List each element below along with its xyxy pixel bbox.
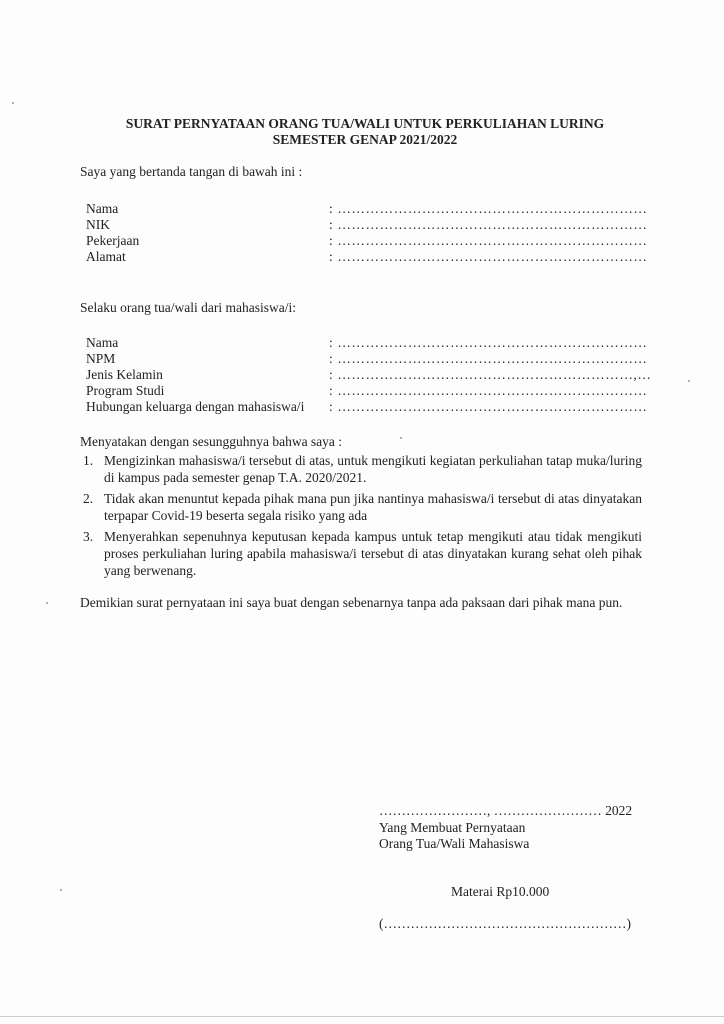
declaration-intro-text: Menyatakan dengan sesungguhnya bahwa saya :: [80, 434, 343, 449]
scan-speck: [688, 380, 690, 382]
declaration-item: [80, 452, 642, 486]
scan-speck: [400, 437, 402, 439]
student-field-jenis-kelamin: [86, 367, 652, 383]
student-field-npm: [86, 351, 648, 367]
item-number: 2.: [83, 491, 94, 506]
field-label: Nama: [86, 335, 119, 350]
field-blank: : …………………………………………………………: [329, 335, 648, 350]
scan-edge-line: [0, 1016, 724, 1017]
intro-text: Saya yang bertanda tangan di bawah ini :: [80, 164, 303, 179]
parent-field-nama: [86, 201, 648, 217]
scan-speck: [60, 889, 62, 891]
field-label: Pekerjaan: [86, 233, 140, 248]
item-text: Tidak akan menuntut kepada pihak mana pun jika nantinya mahasiswa/i tersebut di atas dinyatakan terpapar Covid-19 beserta segala risiko yang ada: [104, 491, 642, 523]
signer-role-line: Orang Tua/Wali Mahasiswa: [379, 836, 530, 851]
parent-field-alamat: [86, 249, 648, 265]
field-label: Program Studi: [86, 383, 165, 398]
field-label: NPM: [86, 351, 116, 366]
item-number: 3.: [83, 529, 94, 544]
materai-label: Materai Rp10.000: [451, 884, 550, 899]
declaration-list: [80, 452, 642, 583]
declaration-item: [80, 528, 642, 579]
title-line-2: SEMESTER GENAP 2021/2022: [272, 132, 458, 147]
student-field-hubungan: [86, 399, 648, 415]
field-label: NIK: [86, 217, 110, 232]
scan-speck: [12, 102, 14, 104]
field-blank: : ………………………………………………………,…: [329, 367, 652, 382]
field-blank: : …………………………………………………………: [329, 201, 648, 216]
parent-field-pekerjaan: [86, 233, 648, 249]
field-label: Jenis Kelamin: [86, 367, 163, 382]
field-blank: : …………………………………………………………: [329, 233, 648, 248]
scan-speck: [46, 602, 48, 604]
field-blank: : …………………………………………………………: [329, 249, 648, 264]
field-blank: : …………………………………………………………: [329, 351, 648, 366]
document-title: [60, 116, 670, 148]
student-field-nama: [86, 335, 648, 351]
field-blank: : …………………………………………………………: [329, 217, 648, 232]
field-blank: : …………………………………………………………: [329, 399, 648, 414]
item-number: 1.: [83, 453, 94, 468]
parent-field-nik: [86, 217, 648, 233]
declaration-item: [80, 490, 642, 524]
closing-paragraph: Demikian surat pernyataan ini saya buat dengan sebenarnya tanpa ada paksaan dari pihak mana pun.: [80, 595, 623, 610]
place-date-line: ……………………, …………………… 2022: [379, 803, 633, 818]
item-text: Mengizinkan mahasiswa/i tersebut di atas, untuk mengikuti kegiatan perkuliahan tatap muka/luring di kampus pada semester genap T.A. 2020/2021.: [104, 453, 642, 485]
signer-title-line: Yang Membuat Pernyataan: [379, 820, 526, 835]
field-label: Hubungan keluarga dengan mahasiswa/i: [86, 399, 305, 414]
student-intro-text: Selaku orang tua/wali dari mahasiswa/i:: [80, 300, 296, 315]
field-blank: : …………………………………………………………: [329, 383, 648, 398]
signature-name-line: (………………………………………………): [379, 916, 631, 931]
item-text: Menyerahkan sepenuhnya keputusan kepada kampus untuk tetap mengikuti atau tidak mengikuti proses perkuliahan luring apabila mahasiswa/i tersebut di atas dinyatakan kurang sehat oleh pihak yang berwenang.: [104, 529, 642, 578]
field-label: Nama: [86, 201, 119, 216]
student-field-program-studi: [86, 383, 648, 399]
title-line-1: SURAT PERNYATAAN ORANG TUA/WALI UNTUK PERKULIAHAN LURING: [125, 116, 605, 131]
field-label: Alamat: [86, 249, 126, 264]
